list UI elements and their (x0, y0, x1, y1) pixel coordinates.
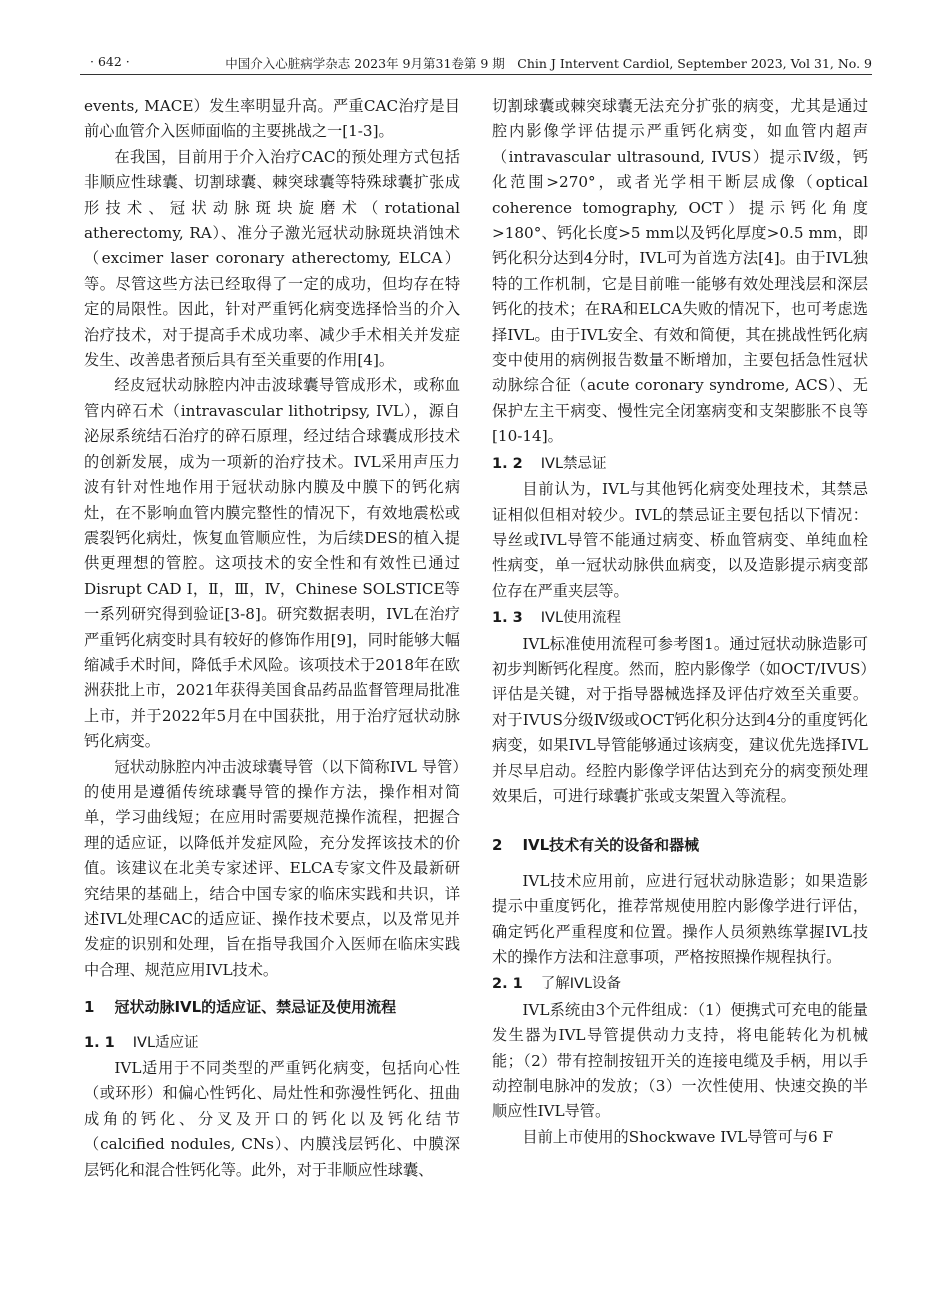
paragraph: 在我国，目前用于介入治疗CAC的预处理方式包括非顺应性球囊、切割球囊、棘突球囊等特殊球囊扩张成形技术、冠状动脉斑块旋磨术（rotational atherectomy, RA）、准分子激光冠状动脉斑块消蚀术（excimer laser coronary atherectomy, ELCA）等。尽管这些方法已经取得了一定的成功，但均存在特定的局限性。因此，针对严重钙化病变选择恰当的介入治疗技术，对于提高手术成功率、减少手术相关并发症发生、改善患者预后具有至关重要的作用[4]。 (84, 147, 460, 370)
section-title: IVL技术有关的设备和器械 (522, 836, 700, 855)
paragraph: events, MACE）发生率明显升高。严重CAC治疗是目前心血管介入医师面临的主要挑战之一[1-3]。 (84, 97, 460, 141)
section-title: 冠状动脉IVL的适应证、禁忌证及使用流程 (114, 998, 397, 1017)
subsection-heading (492, 972, 868, 997)
subsection-title: 了解IVL设备 (540, 976, 622, 993)
right-column (492, 94, 868, 1150)
paragraph: 切割球囊或棘突球囊无法充分扩张的病变，尤其是通过腔内影像学评估提示严重钙化病变，如血管内超声（intravascular ultrasound, IVUS）提示Ⅳ级，钙化范围>270°，或者光学相干断层成像（optical coherence tomography, OCT）提示钙化角度>180°、钙化长度>5 mm以及钙化厚度>0.5 mm，即钙化积分达到4分时，IVL可为首选方法[4]。由于IVL独特的工作机制，它是目前唯一能够有效处理浅层和深层钙化的技术；在RA和ELCA失败的情况下，也可考虑选择IVL。由于IVL安全、有效和简便，其在挑战性钙化病变中使用的病例报告数量不断增加，主要包括急性冠状动脉综合征（acute coronary syndrome, ACS）、无保护左主干病变、慢性完全闭塞病变和支架膨胀不良等[10-14]。 (492, 97, 868, 446)
paragraph: IVL标准使用流程可参考图1。通过冠状动脉造影可初步判断钙化程度。然而，腔内影像学（如OCT/IVUS）评估是关键，对于指导器械选择及评估疗效至关重要。对于IVUS分级Ⅳ级或OCT钙化积分达到4分的重度钙化病变，如果IVL导管能够通过该病变，建议优先选择IVL并尽早启动。经腔内影像学评估达到充分的病变预处理效果后，可进行球囊扩张或支架置入等流程。 (492, 634, 868, 805)
paragraph: 冠状动脉腔内冲击波球囊导管（以下简称IVL 导管）的使用是遵循传统球囊导管的操作方法，操作相对简单，学习曲线短；在应用时需要规范操作流程，把握合理的适应证，以降低并发症风险，充分发挥该技术的价值。该建议在北美专家述评、ELCA专家文件及最新研究结果的基础上，结合中国专家的临床实践和共识，详述IVL处理CAC的适应证、操作技术要点，以及常见并发症的识别和处理，旨在指导我国介入医师在临床实践中合理、规范应用IVL技术。 (84, 757, 460, 979)
section-heading (492, 833, 868, 858)
subsection-heading (492, 606, 868, 631)
paragraph: IVL适用于不同类型的严重钙化病变，包括向心性（或环形）和偏心性钙化、局灶性和弥漫性钙化、扭曲成角的钙化、分叉及开口的钙化以及钙化结节（calcified nodules, CNs）、内膜浅层钙化、中膜深层钙化和混合性钙化等。此外，对于非顺应性球囊、 (84, 1059, 460, 1179)
subsection-number: 1. 1 (84, 1034, 115, 1051)
subsection-number: 1. 3 (492, 610, 523, 627)
paragraph: 目前上市使用的Shockwave IVL导管可与6 F (522, 1127, 834, 1146)
subsection-number: 1. 2 (492, 455, 523, 472)
journal-citation: 中国介入心脏病学杂志 2023年 9月第31卷第 9 期 Chin J Intervent Cardiol, September 2023, Vol 31, No. 9 (225, 56, 872, 71)
page-number: · 642 · (90, 54, 130, 69)
paragraph: IVL技术应用前，应进行冠状动脉造影；如果造影提示中重度钙化，推荐常规使用腔内影像学进行评估，确定钙化严重程度和位置。操作人员须熟练掌握IVL技术的操作方法和注意事项，严格按照操作规程执行。 (492, 871, 868, 966)
section-heading (84, 995, 460, 1020)
subsection-title: IVL使用流程 (540, 610, 622, 627)
section-number: 1 (84, 998, 95, 1017)
subsection-title: IVL适应证 (132, 1034, 199, 1051)
section-number: 2 (492, 836, 503, 855)
subsection-heading (492, 452, 868, 477)
running-header (80, 52, 872, 75)
paragraph: IVL系统由3个元件组成：（1）便携式可充电的能量发生器为IVL导管提供动力支持，将电能转化为机械能；（2）带有控制按钮开关的连接电缆及手柄，用以手动控制电脉冲的发放；（3）一次性使用、快速交换的半顺应性IVL导管。 (492, 1000, 868, 1121)
left-column (84, 94, 460, 1183)
paragraph: 经皮冠状动脉腔内冲击波球囊导管成形术，或称血管内碎石术（intravascular lithotripsy, IVL），源自泌尿系统结石治疗的碎石原理，经过结合球囊成形技术的创新发展，成为一项新的治疗技术。IVL采用声压力波有针对性地作用于冠状动脉内膜及中膜下的钙化病灶，在不影响血管内膜完整性的情况下，有效地震松或震裂钙化病灶，恢复血管顺应性，为后续DES的植入提供更理想的管腔。这项技术的安全性和有效性已通过Disrupt CAD Ⅰ，Ⅱ，Ⅲ，Ⅳ，Chinese SOLSTICE等一系列研究得到验证[3-8]。研究数据表明，IVL在治疗严重钙化病变时具有较好的修饰作用[9]，同时能够大幅缩减手术时间，降低手术风险。该项技术于2018年在欧洲获批上市，2021年获得美国食品药品监督管理局批准上市，并于2022年5月在中国获批，用于治疗冠状动脉钙化病变。 (84, 376, 460, 751)
subsection-number: 2. 1 (492, 976, 523, 993)
subsection-heading (84, 1031, 460, 1056)
subsection-title: IVL禁忌证 (540, 455, 607, 472)
paragraph: 目前认为，IVL与其他钙化病变处理技术，其禁忌证相似但相对较少。IVL的禁忌证主要包括以下情况：导丝或IVL导管不能通过病变、桥血管病变、单纯血栓性病变，单一冠状动脉供血病变，以及造影提示病变部位存在严重夹层等。 (492, 480, 868, 600)
